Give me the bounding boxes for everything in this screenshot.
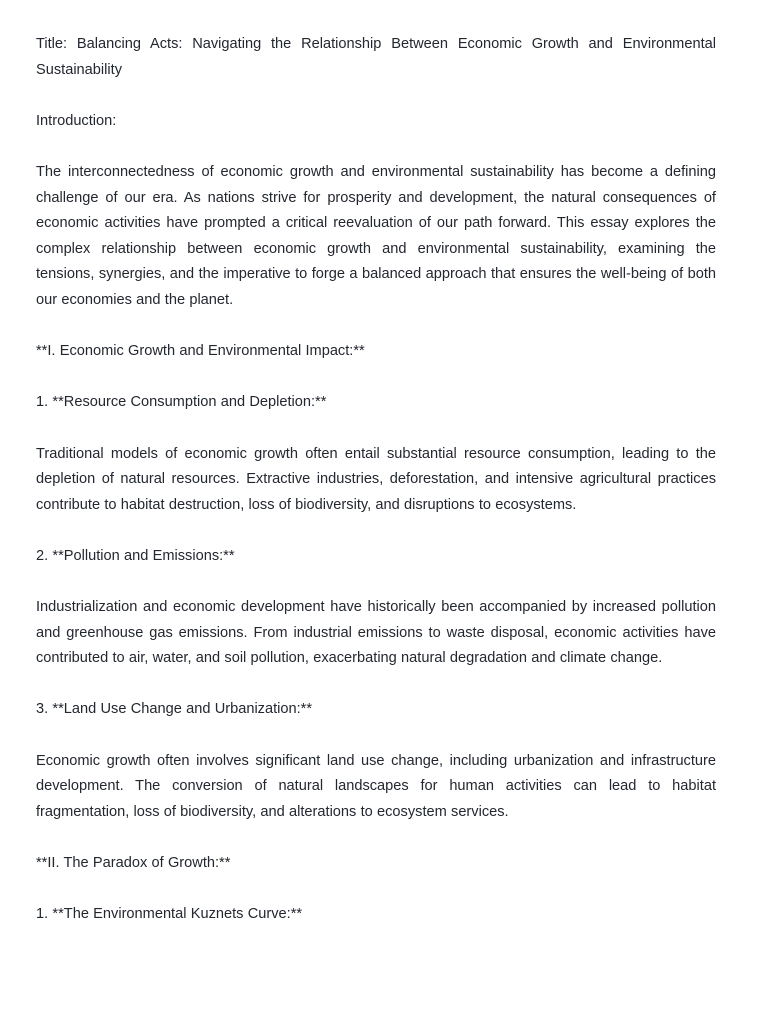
introduction-heading: Introduction:	[36, 112, 117, 129]
item-3-heading: 3. **Land Use Change and Urbanization:**	[36, 701, 313, 718]
item-2-paragraph: Industrialization and economic development have historically been accompanied by increased pollution and greenhouse gas emissions. From industrial emissions to waste disposal, economic activities have contributed to air, water, and soil pollution, exacerbating natural degradation and climate change.	[36, 599, 716, 667]
item-1-heading: 1. **Resource Consumption and Depletion:**	[36, 394, 327, 411]
section-2-item-1-heading: 1. **The Environmental Kuznets Curve:**	[36, 906, 303, 923]
section-2-heading: **II. The Paradox of Growth:**	[36, 855, 231, 871]
item-1-paragraph: Traditional models of economic growth often entail substantial resource consumption, leading to the depletion of natural resources. Extractive industries, deforestation, and intensive agricultural practices contribute to habitat destruction, loss of biodiversity, and disruptions to ecosystems.	[36, 445, 716, 513]
introduction-paragraph: The interconnectedness of economic growth and environmental sustainability has become a defining challenge of our era. As nations strive for prosperity and development, the natural consequences of economic activities have prompted a critical reevaluation of our path forward. This essay explores the complex relationship between economic growth and environmental sustainability, examining the tensions, synergies, and the imperative to forge a balanced approach that ensures the well-being of both our economies and the planet.	[36, 163, 716, 308]
section-1-heading: **I. Economic Growth and Environmental Impact:**	[36, 343, 365, 360]
item-3-paragraph: Economic growth often involves significant land use change, including urbanization and infrastructure development. The conversion of natural landscapes for human activities can lead to habitat fragmentation, loss of biodiversity, and alterations to ecosystem services.	[36, 752, 716, 820]
item-2-heading: 2. **Pollution and Emissions:**	[36, 547, 235, 564]
document-title: Title: Balancing Acts: Navigating the Relationship Between Economic Growth and Environmental Sustainability	[36, 36, 716, 78]
